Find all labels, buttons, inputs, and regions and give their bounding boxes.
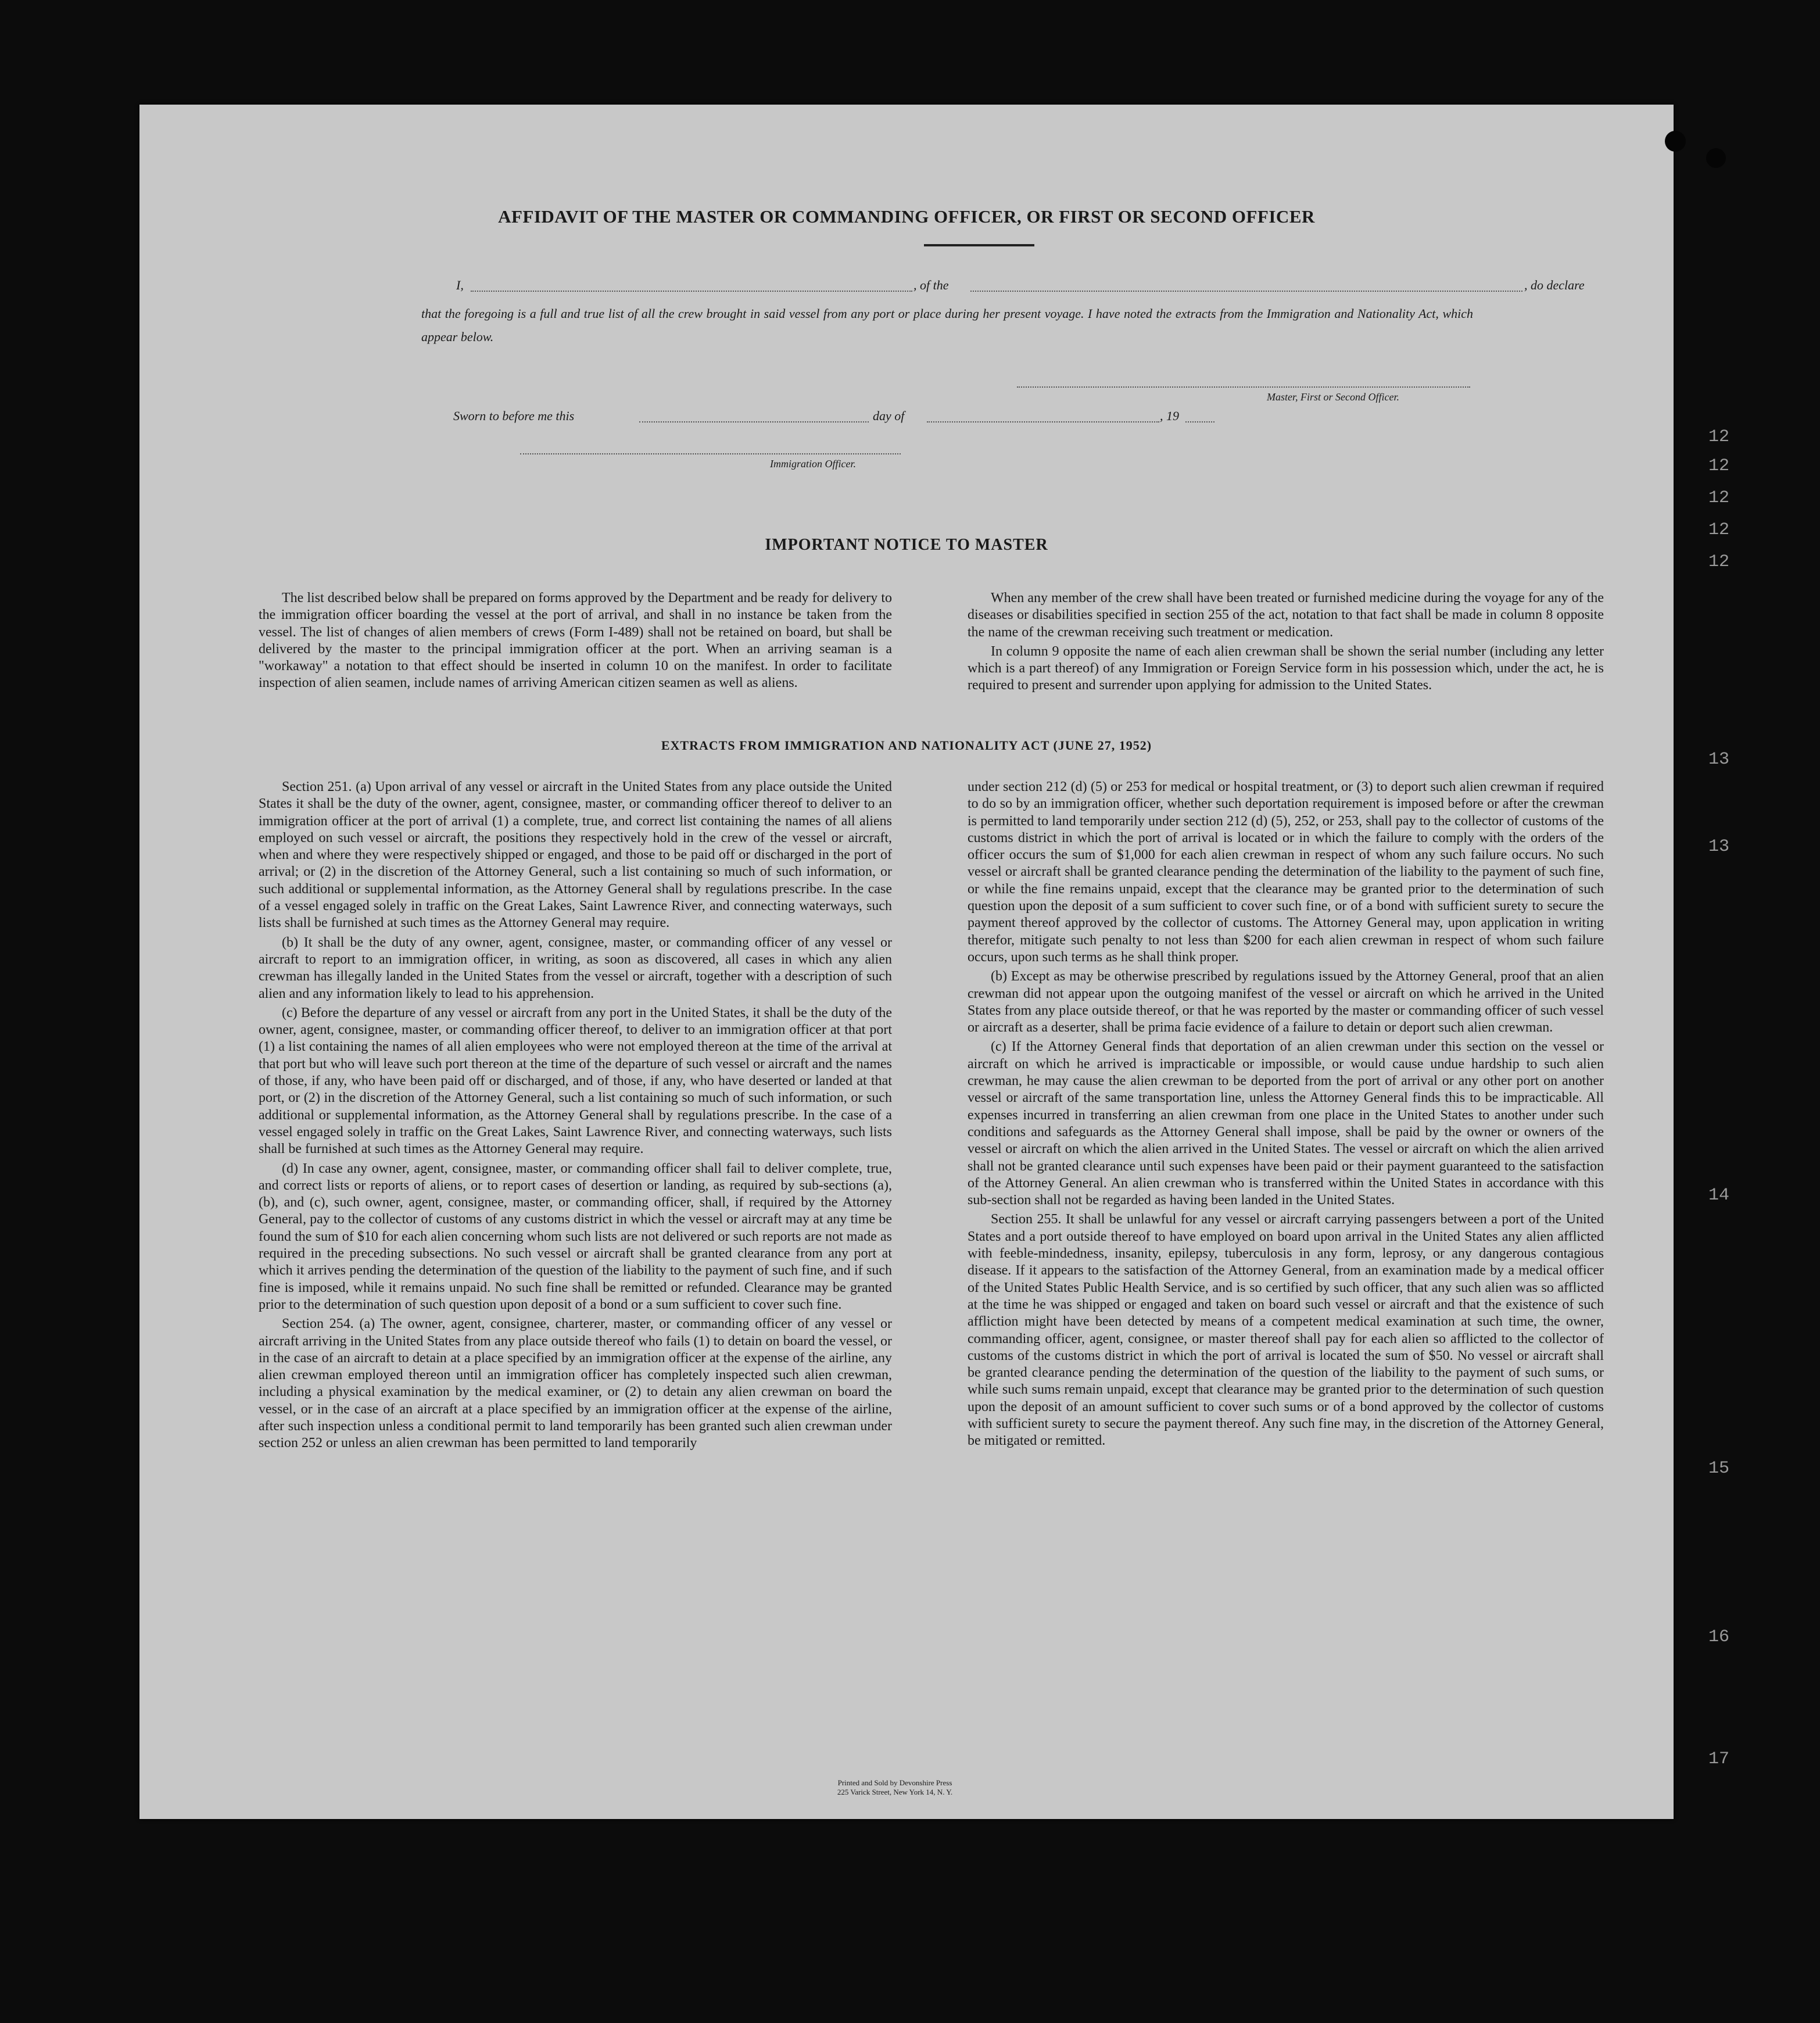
section-paragraph: under section 212 (d) (5) or 253 for medical or hospital treatment, or (3) to deport such alien crewman if required to do so by an immigration officer, whether such deportation requirement is imposed before or after the crewman is permitted to land temporarily under section 212 (d) (5), 252, or 253, shall pay to the collector of customs of the customs district in which the port of arrival is located or in which the failure to comply with the orders of the officer occurs the sum of $1,000 for each alien crewman in respect of whom any such failure occurs. No such vessel or aircraft shall be granted clearance pending the determination of the liability to the payment of such fine, or while the fine remains unpaid, except that the clearance may be granted prior to the determination of such question upon the deposit of a sum sufficient to cover such fine, or of a bond with sufficient surety to secure the payment thereof approved by the collector of customs. The Attorney General may, upon application in writing therefor, mitigate such penalty to not less than $200 for each alien crewman in respect of whom such failure occurs, upon such terms as he shall think proper.	[968, 779, 1604, 965]
sworn-year-field[interactable]	[1185, 421, 1214, 422]
section-paragraph: Section 254. (a) The owner, agent, consignee, charterer, master, or commanding officer of any vessel or aircraft arriving in the United States from any place outside thereof who fails (1) to detain on board the vessel, or in the case of an aircraft to detain at a place specified by an immigration officer at the expense of the airline, any alien crewman employed thereon until an immigration officer has completely inspected such alien crewman, including a physical examination by the medical examiner, or (2) to detain any alien crewman on board the vessel, or in the case of an aircraft at a place specified by an immigration officer at the expense of the airline, after such inspection unless a conditional permit to land temporarily has been granted such alien crewman under section 252 or unless an alien crewman has been permitted to land temporarily	[259, 1316, 892, 1451]
section-paragraph: Section 255. It shall be unlawful for any vessel or aircraft carrying passengers between a port of the United States and a port outside thereof to have employed on board upon arrival in the United States any alien afflicted with feeble-mindedness, insanity, epilepsy, tuberculosis in any form, leprosy, or any dangerous contagious disease. If it appears to the satisfaction of the Attorney General, from an examination made by a medical officer of the United States Public Health Service, and is so certified by such officer, that any such alien was so afflicted at the time he was shipped or engaged and taken on board such vessel or aircraft and that the existence of such affliction might have been detected by means of a competent medical examination at such time, the owner, commanding officer, agent, consignee, or master thereof shall pay for each alien so afflicted to the collector of customs of the customs district in which the port of arrival is located the sum of $50. No vessel or aircraft shall be granted clearance pending the determination of the question of the liability to the payment of such sums, or while such sums remain unpaid, except that clearance may be granted prior to the determination of such question upon the deposit of an amount sufficient to cover such sums or of a bond approved by the collector of customs with sufficient surety to secure the payment thereof. Any such fine may, in the discretion of the Attorney General, be mitigated or remitted.	[968, 1212, 1604, 1449]
notice-right-column	[968, 590, 1604, 694]
sworn-month-field[interactable]	[927, 421, 1159, 422]
bleed-through-row: 12	[1708, 552, 1730, 572]
vessel-field[interactable]	[970, 291, 1522, 292]
sworn-year: , 19	[1160, 409, 1179, 423]
printer-imprint	[721, 1778, 1069, 1797]
bleed-through-row: 13	[1708, 837, 1730, 857]
sworn-day-of: day of	[873, 409, 905, 423]
bleed-through-row: 12	[1708, 488, 1730, 508]
declaration-i: I,	[456, 278, 464, 292]
notice-paragraph: In column 9 opposite the name of each alien crewman shall be shown the serial number (including any letter which is a part thereof) of any Immigration or Foreign Service form in his possession which, under the act, he is required to present and surrender upon applying for admission to the United States.	[968, 643, 1604, 693]
bleed-through-row: 12	[1708, 520, 1730, 540]
bleed-through-row: 13	[1708, 750, 1730, 769]
bleed-through-row: 16	[1708, 1627, 1730, 1647]
notice-left-column	[259, 590, 892, 692]
notice-title: IMPORTANT NOTICE TO MASTER	[765, 536, 1048, 554]
section-paragraph: (b) Except as may be otherwise prescribed by regulations issued by the Attorney General, proof that an alien crewman did not appear upon the outgoing manifest of the vessel or aircraft on which he arrived in the United States from any place outside thereof, or that he was reported by the master or commanding officer of such vessel or aircraft as a deserter, shall be prima facie evidence of a failure to detain or deport such alien crewman.	[968, 969, 1604, 1036]
bleed-through-row: 15	[1708, 1459, 1730, 1478]
sworn-day-field[interactable]	[639, 421, 869, 422]
master-signature-label: Master, First or Second Officer.	[1267, 391, 1399, 403]
extracts-right-column	[968, 779, 1604, 1450]
title-divider	[924, 244, 1034, 246]
sworn-prefix: Sworn to before me this	[453, 409, 575, 423]
immigration-officer-signature-field[interactable]	[520, 453, 901, 454]
section-paragraph: (c) Before the departure of any vessel or aircraft from any port in the United States, it shall be the duty of the owner, agent, consignee, master, or commanding officer thereof, to deliver to an immigration officer at that port (1) a list containing the names of all alien employees who were not employed thereon at the time of the arrival at that port but who will leave such port thereon at the time of the departure of such vessel or aircraft and the names of those, if any, who have been paid off or discharged, and of those, if any, who have deserted or landed at that port, or (2) in the discretion of the Attorney General, such a list containing so much of such information, or such additional or supplemental information, as the Attorney General shall by regulations prescribe. In the case of a vessel engaged solely in traffic on the Great Lakes, Saint Lawrence River, and connecting waterways, such lists shall be furnished at such times as the Attorney General may require.	[259, 1005, 892, 1157]
notice-paragraph: The list described below shall be prepared on forms approved by the Department and be ready for delivery to the immigration officer boarding the vessel at the port of arrival, and shall in no instance be taken from the vessel. The list of changes of alien members of crews (Form I-489) shall not be retained on board, but shall be delivered by the master to the principal immigration officer at the port. When an arriving seaman is a "workaway" a notation to that effect should be inserted in column 10 on the manifest. In order to facilitate inspection of alien seamen, include names of arriving American citizen seamen as well as aliens.	[259, 590, 892, 691]
printer-line: Printed and Sold by Devonshire Press	[837, 1778, 952, 1787]
section-paragraph: (b) It shall be the duty of any owner, agent, consignee, master, or commanding officer of any vessel or aircraft to report to an immigration officer, in writing, as soon as discovered, all cases in which any alien crewman has illegally landed in the United States from the vessel or aircraft, together with a description of such alien and any information likely to lead to his apprehension.	[259, 934, 892, 1001]
declaration-of-the: , of the	[913, 278, 949, 292]
section-paragraph: (c) If the Attorney General finds that deportation of an alien crewman under this section on the vessel or aircraft on which he arrived is impracticable or impossible, or would cause undue hardship to such alien crewman, he may cause the alien crewman to be deported from the port of arrival or any other port on another vessel or aircraft of the same transportation line, unless the Attorney General finds this to be impracticable. All expenses incurred in transferring an alien crewman from one place in the United States to another under such conditions and safeguards as the Attorney General shall impose, shall be paid by the owner or owners of the vessel or aircraft on which the alien arrived in the United States. The vessel or aircraft on which the alien arrived shall not be granted clearance until such expenses have been paid or their payment guaranteed to the satisfaction of the Attorney General. An alien crewman who is transferred within the United States in accordance with this sub-section shall not be regarded as having been landed in the United States.	[968, 1039, 1604, 1208]
printer-address: 225 Varick Street, New York 14, N. Y.	[837, 1788, 953, 1796]
punch-hole	[1706, 148, 1726, 168]
immigration-officer-label: Immigration Officer.	[770, 458, 856, 470]
punch-hole	[1665, 131, 1686, 152]
master-signature-field[interactable]	[1017, 386, 1470, 388]
section-paragraph: Section 251. (a) Upon arrival of any vessel or aircraft in the United States from any place outside the United States it shall be the duty of the owner, agent, consignee, master, or commanding officer thereof to deliver to an immigration officer at the port of arrival (1) a complete, true, and correct list containing the names of all aliens employed on such vessel or aircraft, the positions they respectively hold in the crew of the vessel or aircraft, when and where they were respectively shipped or engaged, and those to be paid off or discharged in the port of arrival; or (2) in the discretion of the Attorney General, such a list containing so much of such information, or such additional or supplemental information, as the Attorney General shall by regulations prescribe. In the case of a vessel engaged solely in traffic on the Great Lakes, Saint Lawrence River, and connecting waterways, such lists shall be furnished at such times as the Attorney General may require.	[259, 779, 892, 931]
name-field[interactable]	[471, 291, 912, 292]
affidavit-page	[139, 105, 1730, 1819]
bleed-through-row: 17	[1708, 1749, 1730, 1769]
section-paragraph: (d) In case any owner, agent, consignee, master, or commanding officer shall fail to deliver complete, true, and correct lists or reports of aliens, or to report cases of desertion or landing, as required by sub-sections (a), (b), and (c), such owner, agent, consignee, master, or commanding officer, shall, if required by the Attorney General, pay to the collector of customs of any customs district in which the vessel or aircraft may at any time be found the sum of $10 for each alien concerning whom such lists are not delivered or such reports are not made as required in the preceding subsections. No such vessel or aircraft shall be granted clearance from any port at which it arrives pending the determination of the question of the liability to the payment of such fine, and if such fine is imposed, while it remains unpaid. No such fine shall be remitted or refunded. Clearance may be granted prior to the determination of such question upon deposit of a bond or a sum sufficient to cover such fine.	[259, 1161, 892, 1312]
page-title: AFFIDAVIT OF THE MASTER OR COMMANDING OFFICER, OR FIRST OR SECOND OFFICER	[498, 206, 1315, 227]
extracts-left-column	[259, 779, 892, 1452]
declaration-body: that the foregoing is a full and true list of all the crew brought in said vessel from any port or place during her present voyage. I have noted the extracts from the Immigration and Nationality Act, which appear below.	[421, 306, 1473, 344]
bleed-through-row: 14	[1708, 1186, 1730, 1205]
bleed-through-row: 12	[1708, 427, 1730, 447]
declaration-do-declare: , do declare	[1524, 278, 1585, 292]
bleed-through-row: 12	[1708, 456, 1730, 476]
notice-paragraph: When any member of the crew shall have been treated or furnished medicine during the voyage for any of the diseases or disabilities specified in section 255 of the act, notation to that fact shall be made in column 8 opposite the name of the crewman receiving such treatment or medication.	[968, 590, 1604, 640]
extracts-title: EXTRACTS FROM IMMIGRATION AND NATIONALITY ACT (JUNE 27, 1952)	[661, 738, 1152, 753]
